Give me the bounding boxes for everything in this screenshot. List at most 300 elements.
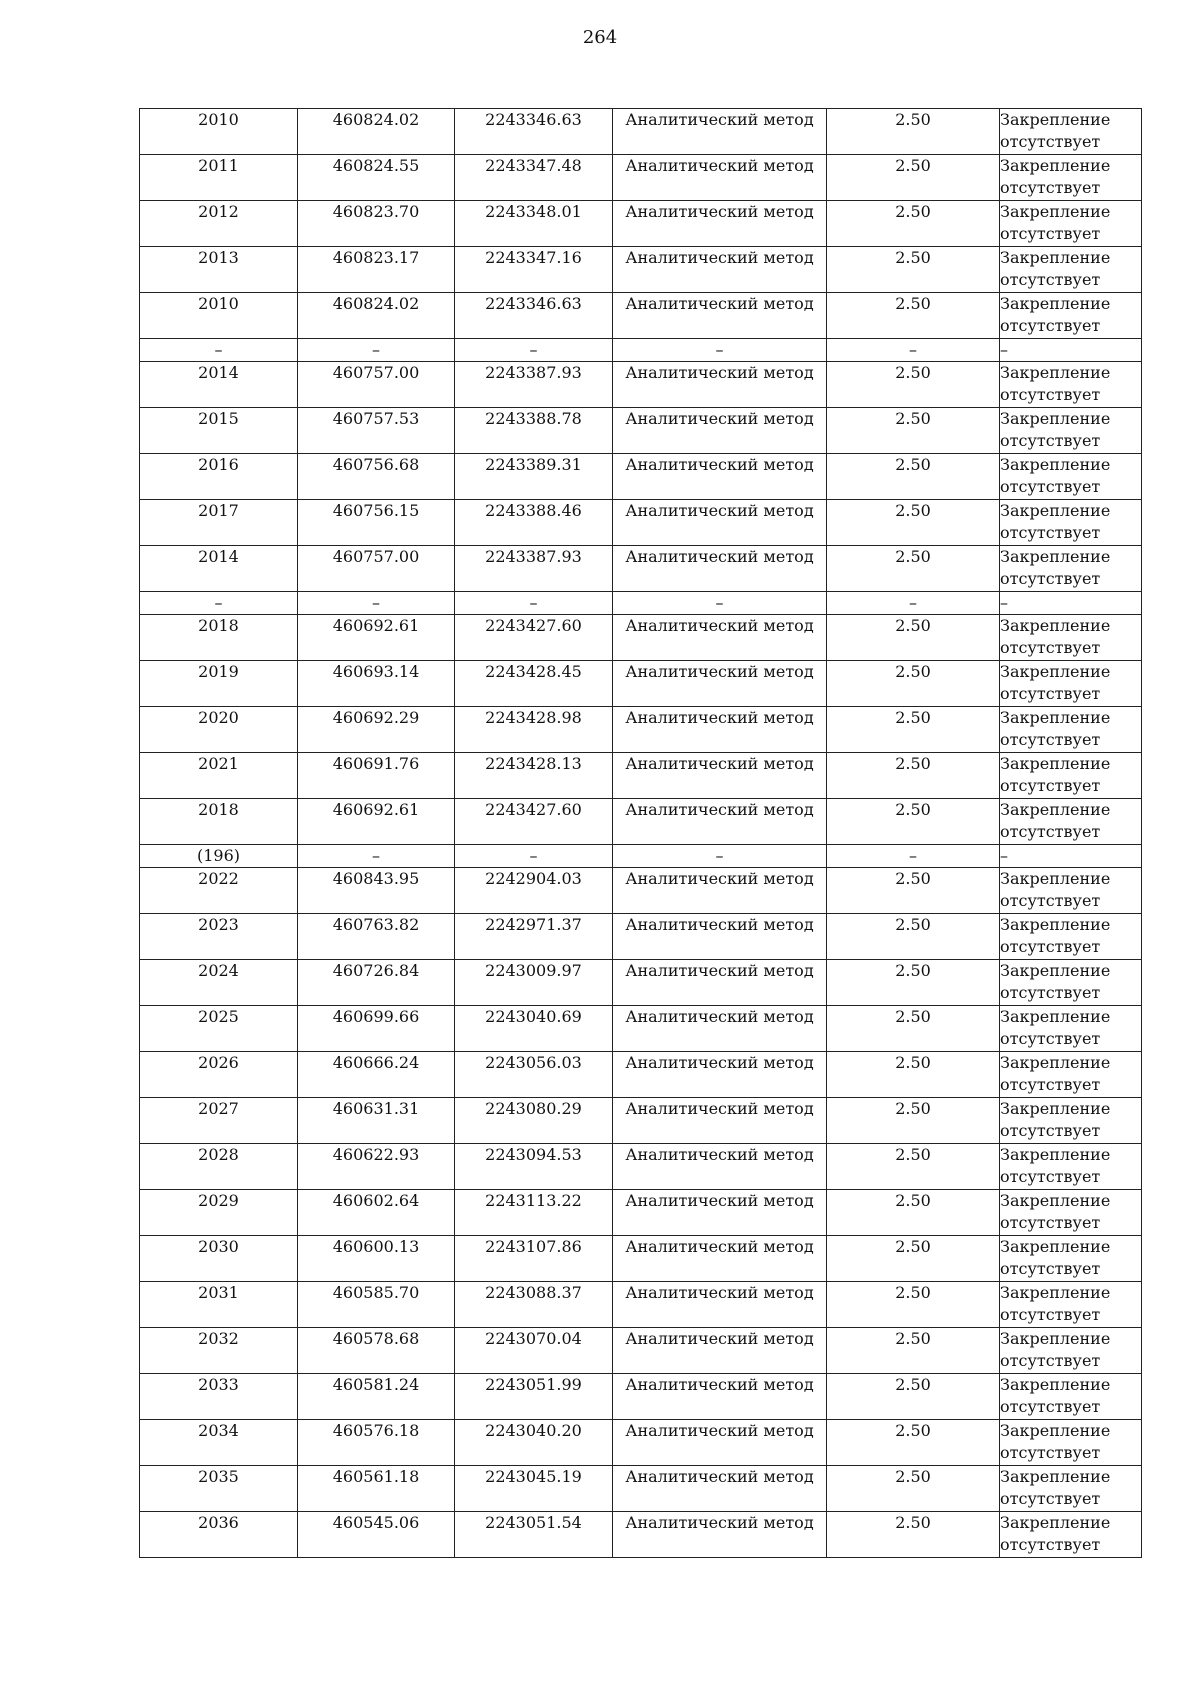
accuracy-cell-text: 2.50 (895, 248, 931, 267)
point-number-cell (140, 339, 298, 362)
separator-row (140, 339, 1142, 362)
x-coordinate-cell-text: 460699.66 (332, 1007, 420, 1026)
x-coordinate-cell-text: 460757.53 (332, 409, 420, 428)
accuracy-cell-text: 2.50 (895, 915, 931, 934)
fixation-cell-text: Закрепление отсутствует (1000, 915, 1111, 956)
fixation-cell-text: Закрепление отсутствует (1000, 1513, 1111, 1554)
method-cell-text: Аналитический метод (625, 800, 814, 819)
point-number-cell-text: 2012 (198, 202, 239, 221)
fixation-cell (1000, 592, 1142, 615)
method-cell (613, 960, 827, 1006)
accuracy-cell-text: 2.50 (895, 662, 931, 681)
point-number-cell (140, 293, 298, 339)
fixation-cell (1000, 845, 1142, 868)
x-coordinate-cell (298, 1420, 455, 1466)
method-cell-text: Аналитический метод (625, 915, 814, 934)
y-coordinate-cell (455, 1144, 613, 1190)
point-number-cell (140, 1420, 298, 1466)
fixation-cell (1000, 1190, 1142, 1236)
method-cell (613, 201, 827, 247)
fixation-cell (1000, 408, 1142, 454)
point-number-cell-text: 2033 (198, 1375, 239, 1394)
y-coordinate-cell (455, 500, 613, 546)
fixation-cell-text: Закрепление отсутствует (1000, 1375, 1111, 1416)
point-number-cell (140, 845, 298, 868)
accuracy-cell-text: 2.50 (895, 455, 931, 474)
fixation-cell (1000, 1144, 1142, 1190)
fixation-cell (1000, 868, 1142, 914)
point-number-cell-text: 2024 (198, 961, 239, 980)
separator-row (140, 845, 1142, 868)
x-coordinate-cell (298, 339, 455, 362)
method-cell (613, 1512, 827, 1558)
method-cell-text: Аналитический метод (625, 294, 814, 313)
accuracy-cell (827, 1236, 1000, 1282)
fixation-cell (1000, 1006, 1142, 1052)
fixation-cell (1000, 339, 1142, 362)
point-number-cell-text: 2011 (198, 156, 239, 175)
x-coordinate-cell-text: 460824.02 (332, 294, 420, 313)
x-coordinate-cell (298, 1512, 455, 1558)
table-row (140, 109, 1142, 155)
point-number-cell-text: 2010 (198, 110, 239, 129)
table-row (140, 753, 1142, 799)
accuracy-cell-text: 2.50 (895, 409, 931, 428)
x-coordinate-cell-text: 460545.06 (332, 1513, 420, 1532)
fixation-cell-text: Закрепление отсутствует (1000, 961, 1111, 1002)
y-coordinate-cell (455, 1420, 613, 1466)
x-coordinate-cell-text: – (372, 846, 380, 865)
accuracy-cell-text: – (909, 340, 917, 359)
fixation-cell (1000, 293, 1142, 339)
fixation-cell (1000, 1282, 1142, 1328)
coordinates-table-body (140, 109, 1142, 1558)
table-row (140, 201, 1142, 247)
fixation-cell-text: Закрепление отсутствует (1000, 1283, 1111, 1324)
table-row (140, 1282, 1142, 1328)
y-coordinate-cell-text: 2243347.16 (485, 248, 582, 267)
accuracy-cell-text: 2.50 (895, 1007, 931, 1026)
x-coordinate-cell (298, 615, 455, 661)
x-coordinate-cell-text: 460581.24 (332, 1375, 420, 1394)
y-coordinate-cell (455, 201, 613, 247)
point-number-cell-text: 2013 (198, 248, 239, 267)
point-number-cell (140, 753, 298, 799)
fixation-cell (1000, 1512, 1142, 1558)
coordinates-table (139, 108, 1142, 1558)
point-number-cell (140, 707, 298, 753)
accuracy-cell (827, 339, 1000, 362)
x-coordinate-cell-text: 460578.68 (332, 1329, 420, 1348)
accuracy-cell (827, 546, 1000, 592)
y-coordinate-cell (455, 1006, 613, 1052)
x-coordinate-cell (298, 1328, 455, 1374)
point-number-cell (140, 155, 298, 201)
fixation-cell (1000, 1098, 1142, 1144)
x-coordinate-cell (298, 661, 455, 707)
y-coordinate-cell-text: 2243040.69 (485, 1007, 582, 1026)
point-number-cell (140, 960, 298, 1006)
accuracy-cell-text: 2.50 (895, 202, 931, 221)
accuracy-cell-text: 2.50 (895, 708, 931, 727)
table-row (140, 707, 1142, 753)
x-coordinate-cell (298, 500, 455, 546)
method-cell (613, 615, 827, 661)
method-cell-text: Аналитический метод (625, 547, 814, 566)
x-coordinate-cell (298, 247, 455, 293)
accuracy-cell-text: 2.50 (895, 1329, 931, 1348)
point-number-cell (140, 500, 298, 546)
x-coordinate-cell-text: 460600.13 (332, 1237, 420, 1256)
table-row (140, 1006, 1142, 1052)
point-number-cell-text: 2035 (198, 1467, 239, 1486)
table-row (140, 1466, 1142, 1512)
table-row (140, 799, 1142, 845)
x-coordinate-cell-text: – (372, 593, 380, 612)
method-cell (613, 753, 827, 799)
y-coordinate-cell-text: 2243387.93 (485, 547, 582, 566)
y-coordinate-cell-text: – (529, 340, 538, 359)
method-cell-text: – (715, 593, 724, 612)
x-coordinate-cell (298, 1144, 455, 1190)
method-cell (613, 339, 827, 362)
table-row (140, 1098, 1142, 1144)
point-number-cell (140, 1282, 298, 1328)
y-coordinate-cell-text: 2243088.37 (485, 1283, 582, 1302)
table-row (140, 914, 1142, 960)
table-row (140, 546, 1142, 592)
fixation-cell-text: Закрепление отсутствует (1000, 110, 1111, 151)
fixation-cell-text: Закрепление отсутствует (1000, 708, 1111, 749)
x-coordinate-cell (298, 1466, 455, 1512)
y-coordinate-cell (455, 960, 613, 1006)
y-coordinate-cell (455, 339, 613, 362)
fixation-cell (1000, 500, 1142, 546)
fixation-cell-text: Закрепление отсутствует (1000, 501, 1111, 542)
point-number-cell-text: 2010 (198, 294, 239, 313)
x-coordinate-cell-text: 460585.70 (332, 1283, 420, 1302)
accuracy-cell (827, 500, 1000, 546)
y-coordinate-cell-text: 2242904.03 (485, 869, 582, 888)
y-coordinate-cell (455, 1328, 613, 1374)
x-coordinate-cell-text: 460692.29 (332, 708, 420, 727)
x-coordinate-cell (298, 960, 455, 1006)
y-coordinate-cell-text: 2243113.22 (485, 1191, 582, 1210)
x-coordinate-cell (298, 454, 455, 500)
y-coordinate-cell (455, 753, 613, 799)
table-row (140, 293, 1142, 339)
point-number-cell-text: (196) (196, 846, 241, 865)
table-row (140, 960, 1142, 1006)
method-cell-text: Аналитический метод (625, 156, 814, 175)
y-coordinate-cell-text: 2243094.53 (485, 1145, 582, 1164)
table-row (140, 155, 1142, 201)
point-number-cell (140, 1374, 298, 1420)
accuracy-cell (827, 1466, 1000, 1512)
method-cell-text: Аналитический метод (625, 1145, 814, 1164)
accuracy-cell (827, 707, 1000, 753)
x-coordinate-cell-text: 460692.61 (332, 616, 420, 635)
y-coordinate-cell-text: 2243347.48 (485, 156, 582, 175)
accuracy-cell (827, 1282, 1000, 1328)
x-coordinate-cell (298, 592, 455, 615)
method-cell-text: – (715, 846, 724, 865)
method-cell (613, 1236, 827, 1282)
fixation-cell-text: Закрепление отсутствует (1000, 754, 1111, 795)
method-cell-text: Аналитический метод (625, 455, 814, 474)
y-coordinate-cell-text: – (529, 846, 538, 865)
x-coordinate-cell-text: 460691.76 (332, 754, 420, 773)
y-coordinate-cell-text: 2243348.01 (485, 202, 582, 221)
fixation-cell-text: Закрепление отсутствует (1000, 363, 1111, 404)
y-coordinate-cell (455, 293, 613, 339)
accuracy-cell-text: 2.50 (895, 363, 931, 382)
accuracy-cell-text: 2.50 (895, 1237, 931, 1256)
accuracy-cell-text: 2.50 (895, 1283, 931, 1302)
x-coordinate-cell-text: 460666.24 (332, 1053, 420, 1072)
fixation-cell-text: Закрепление отсутствует (1000, 409, 1111, 450)
accuracy-cell (827, 845, 1000, 868)
y-coordinate-cell (455, 615, 613, 661)
x-coordinate-cell-text: 460576.18 (332, 1421, 420, 1440)
fixation-cell-text: Закрепление отсутствует (1000, 1237, 1111, 1278)
fixation-cell (1000, 615, 1142, 661)
method-cell (613, 293, 827, 339)
accuracy-cell (827, 201, 1000, 247)
fixation-cell (1000, 960, 1142, 1006)
accuracy-cell (827, 1144, 1000, 1190)
point-number-cell (140, 408, 298, 454)
x-coordinate-cell (298, 799, 455, 845)
accuracy-cell (827, 1374, 1000, 1420)
method-cell (613, 1282, 827, 1328)
method-cell (613, 155, 827, 201)
point-number-cell-text: 2014 (198, 363, 239, 382)
x-coordinate-cell-text: 460823.70 (332, 202, 420, 221)
y-coordinate-cell (455, 247, 613, 293)
accuracy-cell-text: 2.50 (895, 1053, 931, 1072)
point-number-cell (140, 1236, 298, 1282)
point-number-cell (140, 1466, 298, 1512)
fixation-cell (1000, 707, 1142, 753)
x-coordinate-cell-text: 460823.17 (332, 248, 420, 267)
fixation-cell-text: Закрепление отсутствует (1000, 616, 1111, 657)
method-cell-text: Аналитический метод (625, 754, 814, 773)
method-cell (613, 1328, 827, 1374)
fixation-cell-text: Закрепление отсутствует (1000, 1467, 1111, 1508)
table-row (140, 1236, 1142, 1282)
point-number-cell-text: 2031 (198, 1283, 239, 1302)
accuracy-cell (827, 615, 1000, 661)
x-coordinate-cell (298, 155, 455, 201)
y-coordinate-cell-text: 2243427.60 (485, 616, 582, 635)
method-cell-text: Аналитический метод (625, 616, 814, 635)
x-coordinate-cell (298, 1052, 455, 1098)
table-row (140, 362, 1142, 408)
x-coordinate-cell (298, 362, 455, 408)
method-cell-text: Аналитический метод (625, 1237, 814, 1256)
point-number-cell-text: – (214, 340, 223, 359)
method-cell (613, 247, 827, 293)
fixation-cell-text: Закрепление отсутствует (1000, 547, 1111, 588)
point-number-cell-text: 2028 (198, 1145, 239, 1164)
point-number-cell-text: 2018 (198, 616, 239, 635)
fixation-cell-text: Закрепление отсутствует (1000, 294, 1111, 335)
y-coordinate-cell (455, 1190, 613, 1236)
point-number-cell (140, 1328, 298, 1374)
y-coordinate-cell (455, 1466, 613, 1512)
y-coordinate-cell (455, 1236, 613, 1282)
point-number-cell (140, 1512, 298, 1558)
x-coordinate-cell (298, 1374, 455, 1420)
accuracy-cell (827, 1190, 1000, 1236)
x-coordinate-cell (298, 293, 455, 339)
fixation-cell (1000, 109, 1142, 155)
table-row (140, 500, 1142, 546)
method-cell (613, 868, 827, 914)
point-number-cell-text: 2015 (198, 409, 239, 428)
x-coordinate-cell (298, 546, 455, 592)
accuracy-cell (827, 1098, 1000, 1144)
accuracy-cell-text: 2.50 (895, 800, 931, 819)
accuracy-cell (827, 454, 1000, 500)
fixation-cell (1000, 661, 1142, 707)
y-coordinate-cell (455, 799, 613, 845)
accuracy-cell-text: 2.50 (895, 1467, 931, 1486)
table-row (140, 1190, 1142, 1236)
method-cell (613, 546, 827, 592)
method-cell (613, 592, 827, 615)
method-cell-text: Аналитический метод (625, 1375, 814, 1394)
method-cell-text: Аналитический метод (625, 1099, 814, 1118)
point-number-cell-text: – (214, 593, 223, 612)
method-cell (613, 1098, 827, 1144)
point-number-cell-text: 2018 (198, 800, 239, 819)
x-coordinate-cell-text: 460561.18 (332, 1467, 420, 1486)
fixation-cell (1000, 247, 1142, 293)
x-coordinate-cell-text: 460692.61 (332, 800, 420, 819)
table-row (140, 408, 1142, 454)
table-row (140, 1052, 1142, 1098)
y-coordinate-cell-text: 2243051.99 (485, 1375, 582, 1394)
method-cell-text: Аналитический метод (625, 1283, 814, 1302)
point-number-cell (140, 1190, 298, 1236)
fixation-cell-text: Закрепление отсутствует (1000, 1145, 1111, 1186)
accuracy-cell (827, 155, 1000, 201)
point-number-cell (140, 1052, 298, 1098)
point-number-cell-text: 2022 (198, 869, 239, 888)
accuracy-cell (827, 1006, 1000, 1052)
x-coordinate-cell (298, 845, 455, 868)
accuracy-cell-text: – (909, 593, 917, 612)
y-coordinate-cell-text: 2243428.45 (485, 662, 582, 681)
fixation-cell-text: Закрепление отсутствует (1000, 202, 1111, 243)
y-coordinate-cell (455, 1374, 613, 1420)
method-cell (613, 1466, 827, 1512)
accuracy-cell-text: 2.50 (895, 294, 931, 313)
y-coordinate-cell-text: 2243080.29 (485, 1099, 582, 1118)
method-cell-text: Аналитический метод (625, 110, 814, 129)
fixation-cell (1000, 1052, 1142, 1098)
accuracy-cell-text: 2.50 (895, 1099, 931, 1118)
method-cell-text: Аналитический метод (625, 1007, 814, 1026)
fixation-cell-text: Закрепление отсутствует (1000, 1421, 1111, 1462)
y-coordinate-cell-text: 2243389.31 (485, 455, 582, 474)
fixation-cell-text: Закрепление отсутствует (1000, 662, 1111, 703)
accuracy-cell-text: 2.50 (895, 869, 931, 888)
point-number-cell (140, 247, 298, 293)
method-cell-text: Аналитический метод (625, 1329, 814, 1348)
table-row (140, 1420, 1142, 1466)
accuracy-cell (827, 1512, 1000, 1558)
point-number-cell-text: 2029 (198, 1191, 239, 1210)
table-row (140, 1374, 1142, 1420)
fixation-cell-text: Закрепление отсутствует (1000, 869, 1111, 910)
method-cell-text: Аналитический метод (625, 1053, 814, 1072)
x-coordinate-cell (298, 408, 455, 454)
point-number-cell (140, 546, 298, 592)
method-cell-text: – (715, 340, 724, 359)
point-number-cell (140, 661, 298, 707)
fixation-cell-text: Закрепление отсутствует (1000, 455, 1111, 496)
point-number-cell-text: 2020 (198, 708, 239, 727)
fixation-cell-text: Закрепление отсутствует (1000, 1191, 1111, 1232)
method-cell (613, 1052, 827, 1098)
accuracy-cell-text: 2.50 (895, 1191, 931, 1210)
method-cell-text: Аналитический метод (625, 869, 814, 888)
accuracy-cell (827, 362, 1000, 408)
fixation-cell (1000, 753, 1142, 799)
y-coordinate-cell-text: 2243388.78 (485, 409, 582, 428)
separator-row (140, 592, 1142, 615)
accuracy-cell (827, 799, 1000, 845)
x-coordinate-cell (298, 1190, 455, 1236)
x-coordinate-cell-text: 460693.14 (332, 662, 420, 681)
table-row (140, 454, 1142, 500)
table-row (140, 615, 1142, 661)
accuracy-cell (827, 1328, 1000, 1374)
method-cell (613, 500, 827, 546)
method-cell-text: Аналитический метод (625, 1421, 814, 1440)
method-cell-text: Аналитический метод (625, 961, 814, 980)
y-coordinate-cell-text: 2243346.63 (485, 110, 582, 129)
accuracy-cell (827, 1052, 1000, 1098)
point-number-cell-text: 2021 (198, 754, 239, 773)
method-cell-text: Аналитический метод (625, 1467, 814, 1486)
point-number-cell (140, 1098, 298, 1144)
fixation-cell-text: Закрепление отсутствует (1000, 800, 1111, 841)
accuracy-cell (827, 408, 1000, 454)
y-coordinate-cell (455, 1512, 613, 1558)
accuracy-cell (827, 914, 1000, 960)
y-coordinate-cell-text: – (529, 593, 538, 612)
point-number-cell (140, 799, 298, 845)
y-coordinate-cell (455, 868, 613, 914)
y-coordinate-cell-text: 2243045.19 (485, 1467, 582, 1486)
accuracy-cell (827, 592, 1000, 615)
y-coordinate-cell-text: 2243051.54 (485, 1513, 582, 1532)
fixation-cell (1000, 546, 1142, 592)
method-cell (613, 1006, 827, 1052)
method-cell (613, 362, 827, 408)
x-coordinate-cell (298, 1006, 455, 1052)
fixation-cell-text: – (1000, 340, 1008, 359)
y-coordinate-cell (455, 362, 613, 408)
y-coordinate-cell (455, 1282, 613, 1328)
accuracy-cell-text: 2.50 (895, 547, 931, 566)
y-coordinate-cell-text: 2242971.37 (485, 915, 582, 934)
method-cell (613, 661, 827, 707)
